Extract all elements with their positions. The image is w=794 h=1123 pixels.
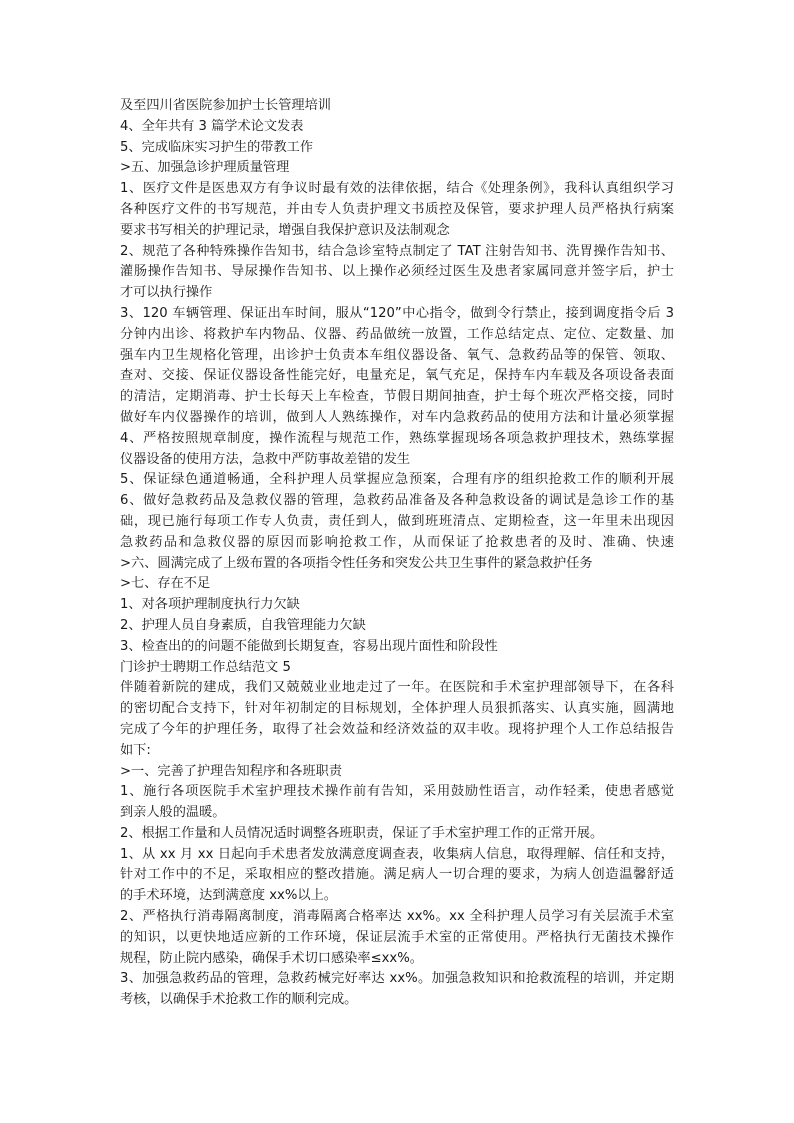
- text-line: 1、对各项护理制度执行力欠缺: [120, 597, 300, 613]
- text-line: 强车内卫生规格化管理，出诊护士负责本车组仪器设备、氧气、急救药品等的保管、领取、: [120, 347, 674, 363]
- text-line: 4、全年共有 3 篇学术论文发表: [120, 118, 304, 134]
- text-line: 查对、交接、保证仪器设备性能完好，电量充足，氧气充足，保持车内车载及各项设备表面: [120, 368, 674, 384]
- text-line: >六、圆满完成了上级布置的各项指令性任务和突发公共卫生事件的紧急救护任务: [120, 555, 593, 571]
- text-line: 的知识，以更快地适应新的工作环境，保证层流手术室的正常使用。严格执行无菌技术操作: [120, 929, 674, 945]
- text-line: 6、做好急救药品及急救仪器的管理，急救药品准备及各种急救设备的调试是急诊工作的基: [120, 493, 674, 509]
- text-line: 考核，以确保手术抢救工作的顺利完成。: [120, 992, 358, 1008]
- text-line: 2、严格执行消毒隔离制度，消毒隔离合格率达 xx%。xx 全科护理人员学习有关层流手术室: [120, 909, 674, 925]
- text-line: 1、施行各项医院手术室护理技术操作前有告知，采用鼓励性语言，动作轻柔，使患者感觉: [120, 784, 674, 800]
- text-line: 分钟内出诊、将救护车内物品、仪器、药品做统一放置，工作总结定点、定位、定数量、加: [120, 326, 674, 342]
- text-line: 1、医疗文件是医患双方有争议时最有效的法律依据，结合《处理条例》，我科认真组织学习: [120, 181, 674, 197]
- text-line: 灌肠操作告知书、导尿操作告知书、以上操作必须经过医生及患者家属同意并签字后，护士: [120, 264, 674, 280]
- text-line: 2、护理人员自身素质，自我管理能力欠缺: [120, 617, 366, 633]
- text-line: 及至四川省医院参加护士长管理培训: [120, 98, 331, 113]
- text-line: 1、从 xx 月 xx 日起向手术患者发放满意度调查表，收集病人信息，取得理解、信任和支持，: [120, 846, 674, 862]
- text-line: 4、严格按照规章制度，操作流程与规范工作，熟练掌握现场各项急救护理技术，熟练掌握: [120, 430, 674, 446]
- text-line: 2、根据工作量和人员情况适时调整各班职责，保证了手术室护理工作的正常开展。: [120, 825, 604, 841]
- text-line: 5、完成临床实习护生的带教工作: [120, 139, 314, 155]
- text-line: 要求书写相关的护理记录，增强自我保护意识及法制观念: [120, 222, 450, 238]
- text-line: 针对工作中的不足，采取相应的整改措施。满足病人一切合理的要求，为病人创造温馨舒适: [120, 867, 674, 883]
- text-line: 3、加强急救药品的管理，急救药械完好率达 xx%。加强急救知识和抢救流程的培训，并定期: [120, 971, 674, 987]
- text-line: 的手术环境，达到满意度 xx%以上。: [120, 888, 337, 904]
- text-line: 伴随着新院的建成，我们又兢兢业业地走过了一年。在医院和手术室护理部领导下，在各科: [120, 680, 674, 696]
- text-line: 如下:: [120, 742, 151, 758]
- text-line: 础，现已施行每项工作专人负责，责任到人，做到班班清点、定期检查，这一年里未出现因: [120, 513, 674, 529]
- text-line: >五、加强急诊护理质量管理: [120, 160, 290, 176]
- text-line: 的密切配合支持下，针对年初制定的目标规划，全体护理人员狠抓落实、认真实施，圆满地: [120, 701, 674, 717]
- text-line: 2、规范了各种特殊操作告知书，结合急诊室特点制定了 TAT 注射告知书、洗胃操作告知书、: [120, 243, 674, 259]
- text-line: 急救药品和急救仪器的原因而影响抢救工作，从而保证了抢救患者的及时、准确、快速: [120, 534, 674, 550]
- text-line: 门诊护士聘期工作总结范文 5: [120, 659, 291, 675]
- text-line: 仪器设备的使用方法，急救中严防事故差错的发生: [120, 451, 411, 467]
- text-line: 5、保证绿色通道畅通，全科护理人员掌握应急预案，合理有序的组织抢救工作的顺利开展: [120, 472, 674, 488]
- text-line: 到亲人般的温暖。: [120, 805, 226, 821]
- text-line: 3、检查出的的问题不能做到长期复查，容易出现片面性和阶段性: [120, 638, 498, 654]
- text-line: 完成了今年的护理任务，取得了社会效益和经济效益的双丰收。现将护理个人工作总结报告: [120, 721, 674, 737]
- text-line: 的清洁，定期消毒、护士长每天上车检查，节假日期间抽查，护士每个班次严格交接，同时: [120, 389, 674, 405]
- text-line: >一、完善了护理告知程序和各班职责: [120, 763, 343, 779]
- text-line: 规程，防止院内感染，确保手术切口感染率≤xx%。: [120, 950, 423, 966]
- text-line: >七、存在不足: [120, 576, 211, 592]
- text-line: 才可以执行操作: [120, 285, 213, 301]
- text-line: 3、120 车辆管理、保证出车时间，服从“120”中心指令，做到令行禁止，接到调度指令后 3: [120, 305, 674, 321]
- text-line: 做好车内仪器操作的培训，做到人人熟练操作，对车内急救药品的使用方法和计量必须掌握: [120, 409, 674, 425]
- text-line: 各种医疗文件的书写规范，并由专人负责护理文书质控及保管，要求护理人员严格执行病案: [120, 201, 674, 217]
